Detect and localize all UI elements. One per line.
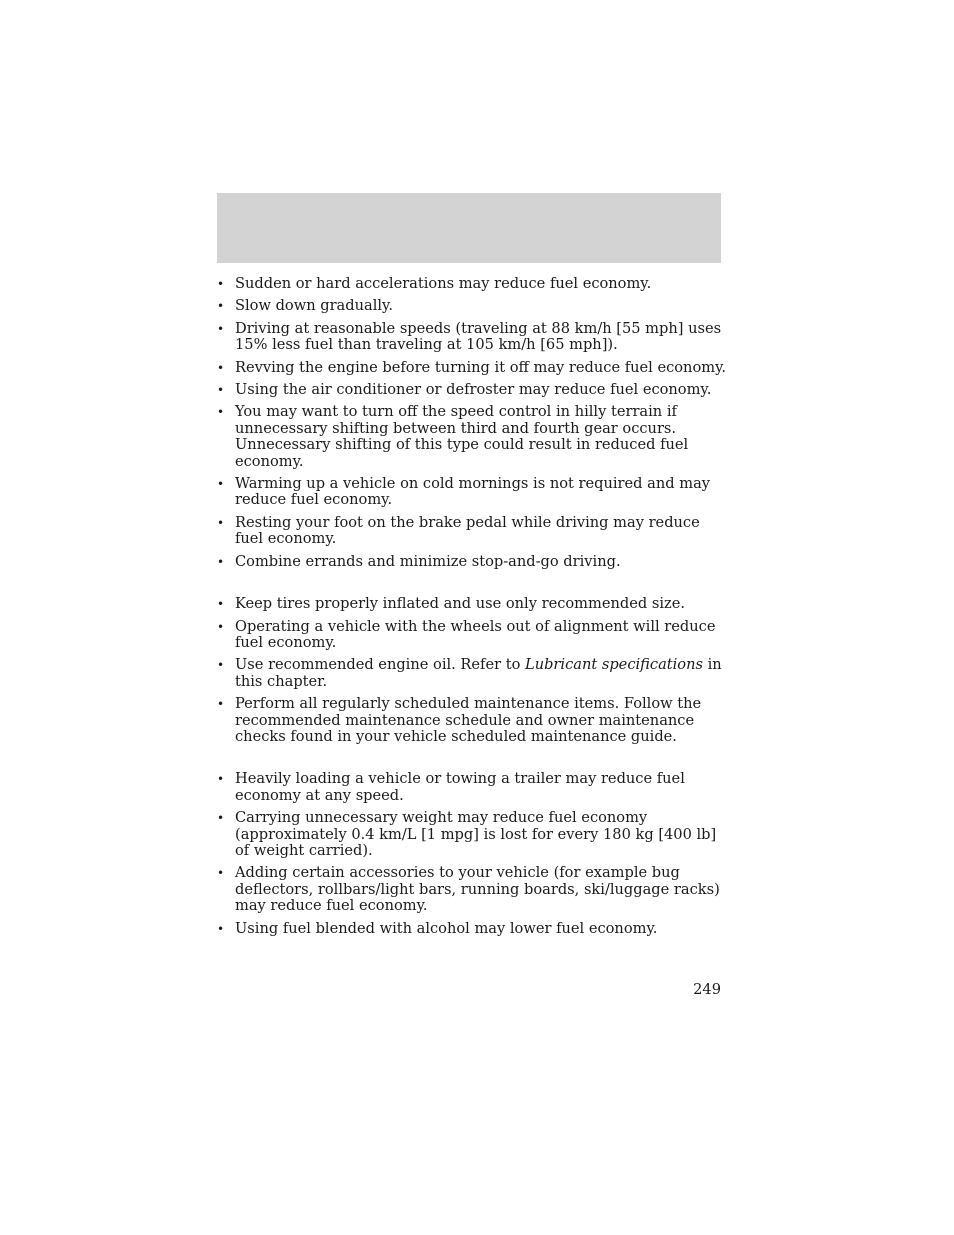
maintenance-list xyxy=(217,596,727,745)
section-gap xyxy=(217,576,727,596)
bullet-icon: • xyxy=(217,383,225,398)
list-item: • Driving at reasonable speeds (traveling at 88 km/h [55 mph] uses 15% less fuel than traveling at 105 km/h [65 mph]). xyxy=(217,319,722,354)
list-item: • Carrying unnecessary weight may reduce fuel economy (approximately 0.4 km/L [1 mpg] is lost for every 180 kg [400 lb] of weight carried). xyxy=(217,809,717,859)
list-item: • Slow down gradually. xyxy=(217,297,393,315)
bullet-icon: • xyxy=(217,619,225,634)
list-item: • Revving the engine before turning it off may reduce fuel economy. xyxy=(217,358,727,376)
list-item: • Sudden or hard accelerations may reduce fuel economy. xyxy=(217,275,652,292)
list-item: • Using fuel blended with alcohol may lower fuel economy. xyxy=(217,919,658,937)
list-item: • Resting your foot on the brake pedal while driving may reduce fuel economy. xyxy=(217,513,700,548)
list-item: • You may want to turn off the speed control in hilly terrain if unnecessary shifting between third and fourth gear occurs. Unnecessary shifting of this type could result in reduced fuel economy. xyxy=(217,403,689,470)
bullet-icon: • xyxy=(217,321,225,336)
load-and-fuel-list xyxy=(217,771,727,937)
bullet-icon: • xyxy=(217,597,225,612)
bullet-icon: • xyxy=(217,921,225,936)
list-item: • Using the air conditioner or defroster may reduce fuel economy. xyxy=(217,381,712,399)
bullet-icon: • xyxy=(217,405,225,420)
bullet-icon: • xyxy=(217,772,225,787)
bullet-icon: • xyxy=(217,277,225,291)
bullet-icon: • xyxy=(217,360,225,375)
bullet-icon: • xyxy=(217,299,225,314)
bullet-icon: • xyxy=(217,658,225,673)
driving-habits-list xyxy=(217,276,727,570)
bullet-icon: • xyxy=(217,811,225,826)
section-header-band xyxy=(217,193,721,263)
list-item: • Combine errands and minimize stop-and-go driving. xyxy=(217,552,621,570)
page-content xyxy=(217,276,727,943)
list-item: • Use recommended engine oil. Refer to Lubricant specifications in this chapter. xyxy=(217,656,722,690)
list-item: • Operating a vehicle with the wheels out of alignment will reduce fuel economy. xyxy=(217,617,716,651)
bullet-icon: • xyxy=(217,515,225,530)
list-item: • Adding certain accessories to your vehicle (for example bug deflectors, rollbars/light bars, running boards, ski/luggage racks) may reduce fuel economy. xyxy=(217,864,720,915)
list-item: • Heavily loading a vehicle or towing a trailer may reduce fuel economy at any speed. xyxy=(217,770,685,804)
bullet-icon: • xyxy=(217,866,225,881)
page-number: 249 xyxy=(693,981,721,998)
list-item: • Warming up a vehicle on cold mornings is not required and may reduce fuel economy. xyxy=(217,475,711,509)
list-item: • Keep tires properly inflated and use only recommended size. xyxy=(217,595,685,613)
list-item: • Perform all regularly scheduled maintenance items. Follow the recommended maintenance schedule and owner maintenance checks found in your vehicle scheduled maintenance guide. xyxy=(217,695,702,745)
section-gap xyxy=(217,751,727,771)
lubricant-specifications-reference: Lubricant specifications xyxy=(525,656,703,674)
bullet-icon: • xyxy=(217,477,225,492)
bullet-icon: • xyxy=(217,554,225,569)
bullet-icon: • xyxy=(217,697,225,712)
